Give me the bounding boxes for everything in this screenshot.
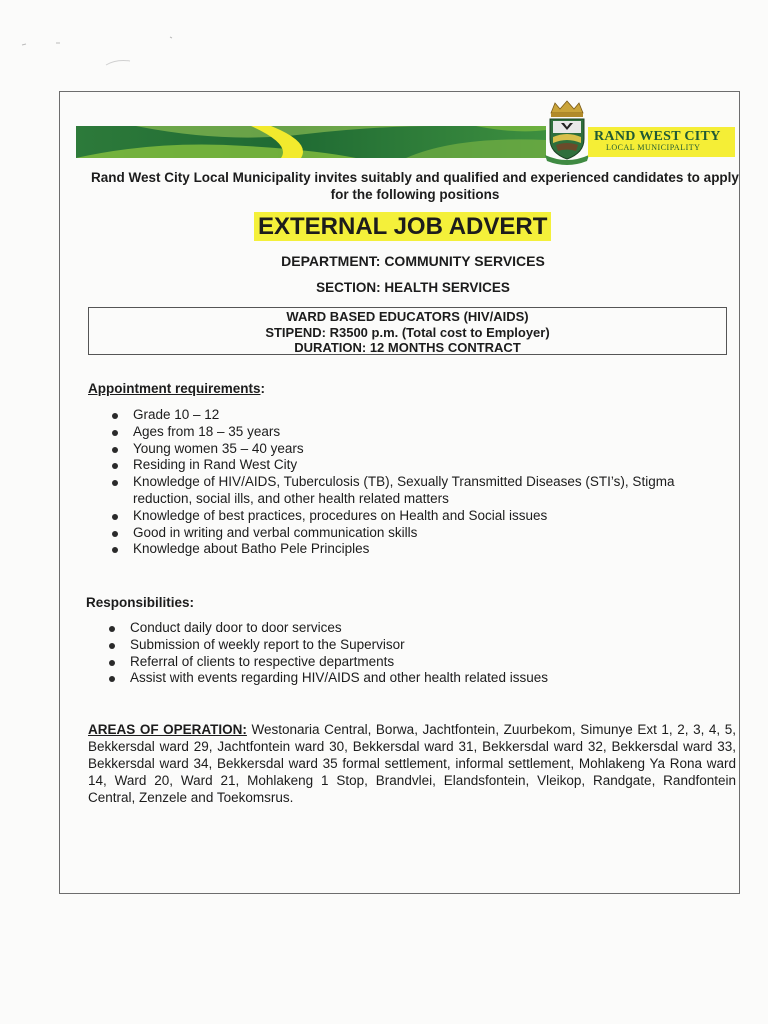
municipality-logo — [588, 127, 735, 157]
list-item: Knowledge of best practices, procedures on Health and Social issues — [112, 508, 712, 525]
list-item: Referral of clients to respective departments — [109, 654, 709, 671]
requirements-list — [112, 407, 712, 558]
position-title: WARD BASED EDUCATORS (HIV/AIDS) — [286, 309, 529, 324]
municipal-crest-icon — [543, 99, 591, 165]
areas-of-operation — [88, 721, 736, 806]
responsibilities-list — [109, 620, 709, 687]
areas-text: Westonaria Central, Borwa, Jachtfontein, Zuurbekom, Simunye Ext 1, 2, 3, 4, 5, Bekkersdal ward 29, Jachtfontein ward 30, Bekkersdal ward 31, Bekkersdal ward 32, Bekkersdal ward 33, Bekkersdal ward 34, Bekkersdal ward 35 formal settlement, informal settlement, Mohlakeng Ya Rona ward 14, Ward 20, Ward 21, Mohlakeng 1 Stop, Brandvlei, Elandsfontein, Vleikop, Randgate, Randfontein Central, Zenzele and Toekomsrus. — [88, 722, 736, 805]
position-stipend: STIPEND: R3500 p.m. (Total cost to Employer) — [265, 324, 550, 340]
list-item: Young women 35 – 40 years — [112, 441, 712, 458]
list-item: Residing in Rand West City — [112, 457, 712, 474]
header-banner — [76, 126, 546, 158]
department-heading: DEPARTMENT: COMMUNITY SERVICES — [281, 253, 545, 269]
logo-name: RAND WEST CITY — [594, 129, 721, 144]
list-item: Knowledge about Batho Pele Principles — [112, 541, 712, 558]
responsibilities-heading: Responsibilities: — [86, 595, 195, 610]
position-details-box — [88, 307, 727, 355]
list-item: Good in writing and verbal communication skills — [112, 525, 712, 542]
intro-text: Rand West City Local Municipality invites suitably and qualified and experienced candidates to apply for the following positions — [91, 170, 739, 202]
list-item: Conduct daily door to door services — [109, 620, 709, 637]
logo-subtitle: LOCAL MUNICIPALITY — [606, 143, 701, 152]
list-item: Grade 10 – 12 — [112, 407, 712, 424]
list-item: Knowledge of HIV/AIDS, Tuberculosis (TB), Sexually Transmitted Diseases (STI’s), Stigma reduction, social ills, and other health related matters — [112, 474, 712, 508]
list-item: Submission of weekly report to the Supervisor — [109, 637, 709, 654]
list-item: Ages from 18 – 35 years — [112, 424, 712, 441]
scan-smudge-marks — [20, 35, 180, 75]
position-duration: DURATION: 12 MONTHS CONTRACT — [294, 340, 521, 355]
section-heading: SECTION: HEALTH SERVICES — [316, 280, 510, 295]
page-title: EXTERNAL JOB ADVERT — [254, 212, 551, 241]
list-item: Assist with events regarding HIV/AIDS and other health related issues — [109, 670, 709, 687]
areas-label: AREAS OF OPERATION: — [88, 722, 247, 737]
requirements-heading: Appointment requirements: — [88, 381, 266, 396]
